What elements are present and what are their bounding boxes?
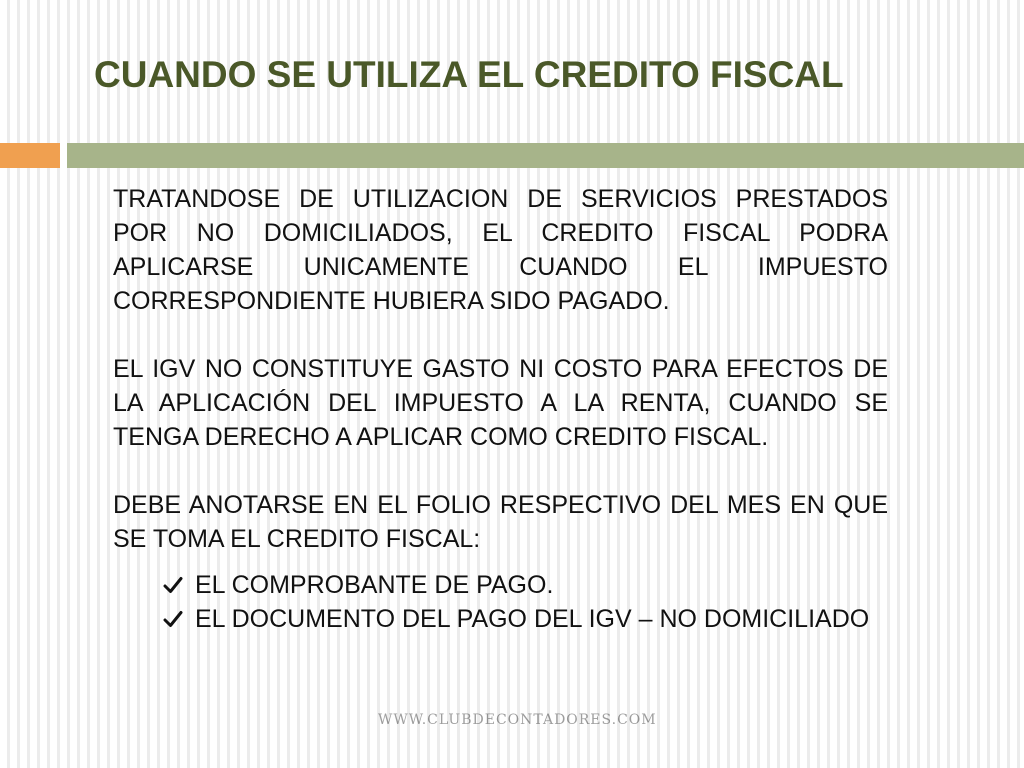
list-item [163, 568, 888, 602]
list-item-text: EL DOCUMENTO DEL PAGO DEL IGV – NO DOMICILIADO [195, 605, 870, 633]
checkmark-icon [163, 575, 183, 595]
paragraph-igv-gasto: EL IGV NO CONSTITUYE GASTO NI COSTO PARA EFECTOS DE LA APLICACIÓN DEL IMPUESTO A LA RENTA, CUANDO SE TENGA DERECHO A APLICAR COMO CREDITO FISCAL. [113, 355, 888, 451]
checkmark-icon [163, 609, 183, 629]
watermark: WWW.CLUBDECONTADORES.COM [378, 712, 657, 728]
paragraph-folio: DEBE ANOTARSE EN EL FOLIO RESPECTIVO DEL MES EN QUE SE TOMA EL CREDITO FISCAL: [113, 491, 888, 553]
slide-title: CUANDO SE UTILIZA EL CREDITO FISCAL [94, 54, 844, 95]
green-divider-bar [67, 143, 1024, 168]
orange-accent-bar [0, 143, 60, 168]
slide-body [113, 182, 888, 636]
checklist [113, 568, 888, 636]
list-item [163, 602, 888, 636]
list-item-text: EL COMPROBANTE DE PAGO. [195, 571, 554, 599]
paragraph-servicios-no-domiciliados: TRATANDOSE DE UTILIZACION DE SERVICIOS PRESTADOS POR NO DOMICILIADOS, EL CREDITO FISCAL PODRA APLICARSE UNICAMENTE CUANDO EL IMPUESTO CORRESPONDIENTE HUBIERA SIDO PAGADO. [113, 185, 888, 315]
